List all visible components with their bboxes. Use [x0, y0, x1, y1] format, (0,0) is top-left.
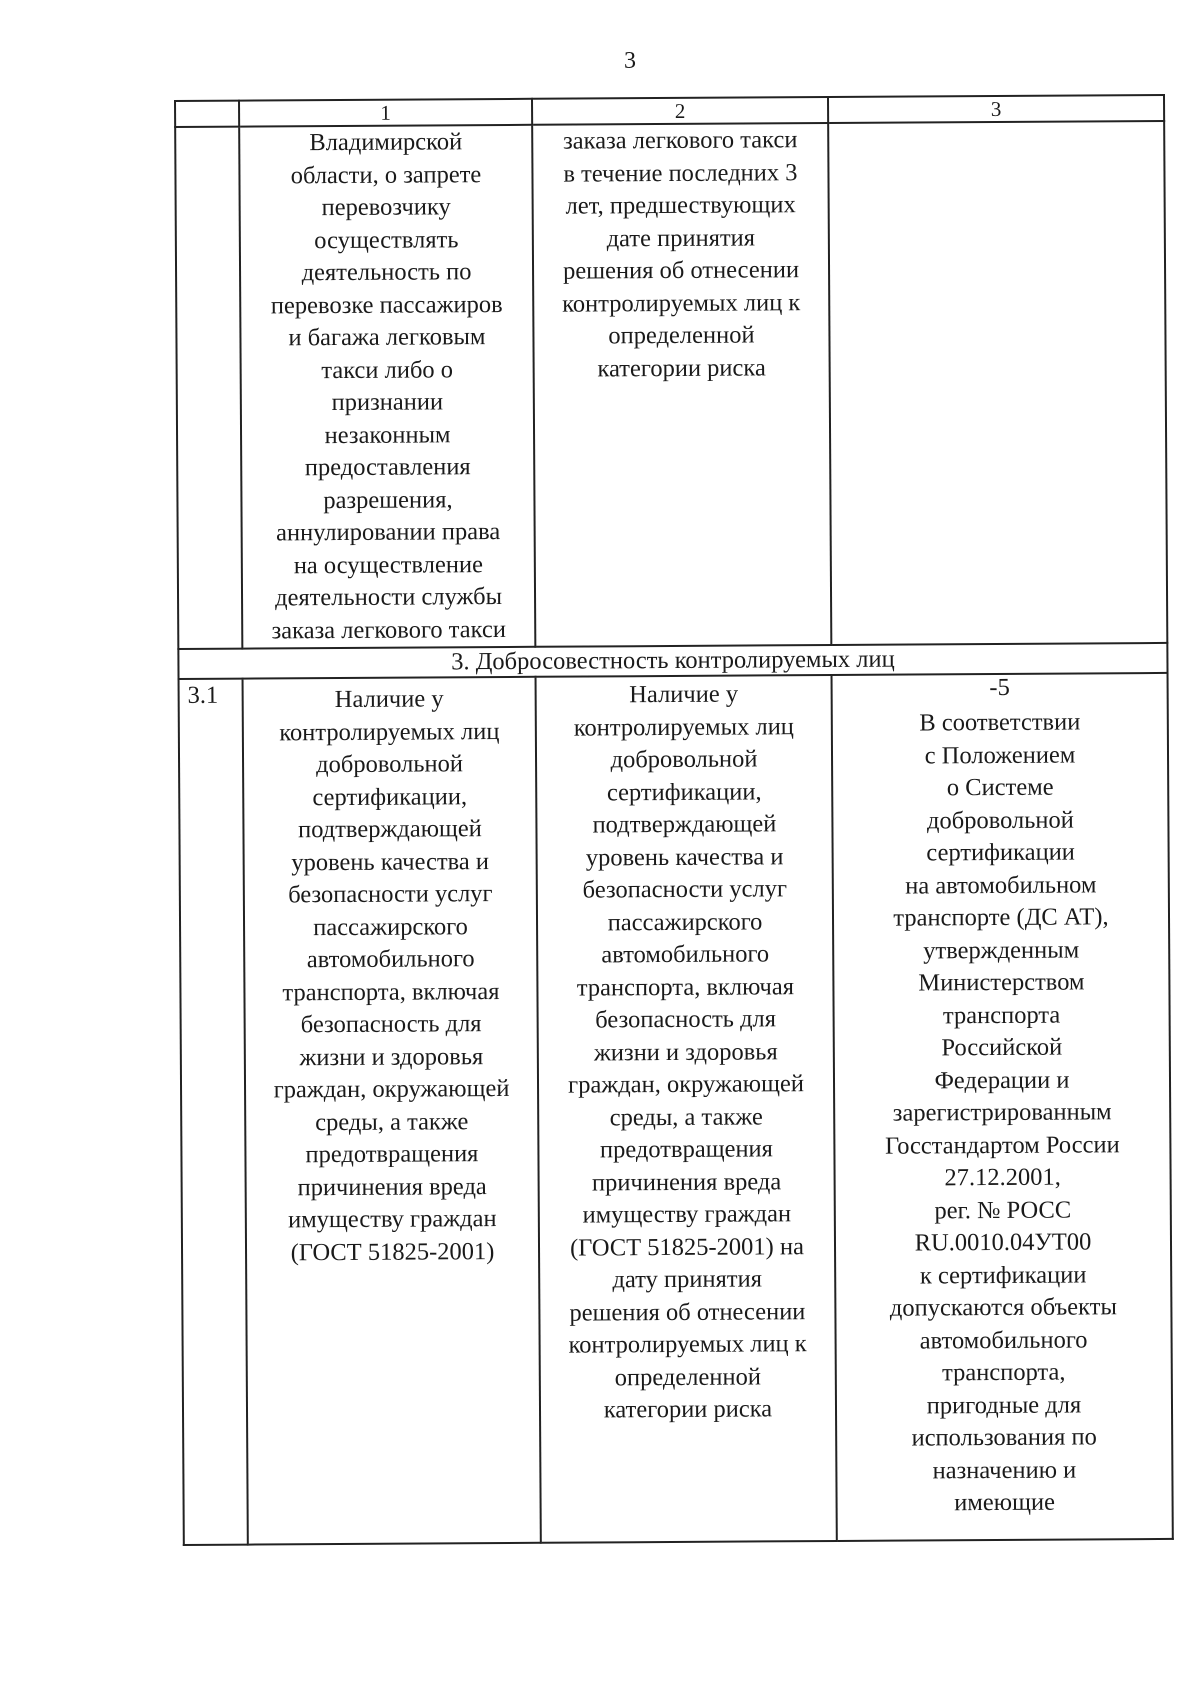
score-cell — [832, 673, 1173, 1541]
criterion-text: Владимирской области, о запрете перевозчику осуществлять деятельность по перевозке пассажиров и багажа легковым такси либо о признании незаконным предоставления разрешения, аннулировании права на осуществление деятельности службы заказа легкового такси — [270, 128, 506, 644]
risk-criteria-table — [174, 94, 1174, 1546]
score-value: -5 — [989, 673, 1010, 702]
header-cell-1: 1 — [239, 99, 532, 127]
condition-cell — [536, 675, 837, 1543]
row-number: 3.1 — [187, 681, 219, 709]
page-number: 3 — [624, 48, 636, 74]
criterion-text: Наличие у контролируемых лиц добровольной сертификации, подтверждающей уровень качества и безопасности услуг пассажирского автомобильного транспорта, включая безопасность для жизни и здоровья граждан, окружающей среды, а также предотвращения причинения вреда имуществу граждан (ГОСТ 51825-2001) — [273, 685, 510, 1266]
criterion-cell — [243, 677, 541, 1545]
score-text — [829, 122, 1163, 124]
score-cell — [828, 121, 1167, 645]
table-row — [175, 121, 1167, 649]
condition-cell — [532, 123, 831, 647]
header-cell-2: 2 — [532, 97, 828, 125]
table-row — [179, 673, 1173, 1545]
section-title: 3. Добросовестность контролируемых лиц — [178, 643, 1167, 679]
row-number-cell — [175, 127, 242, 649]
header-cell-3: 3 — [828, 95, 1164, 123]
score-justification-text: В соответствии с Положением о Системе добровольной сертификации на автомобильном транспорте (ДС АТ), утвержденным Министерством транспорта Российской Федерации и зарегистрированным Госстандартом России 27.12.2001, рег. № РОСС RU.0010.04УТ00 к сертификации допускаются объекты автомобильного транспорта, пригодные для использования по назначению и имеющие — [885, 708, 1120, 1517]
condition-text: Наличие у контролируемых лиц добровольной сертификации, подтверждающей уровень качества и безопасности услуг пассажирского автомобильного транспорта, включая безопасность для жизни и здоровья граждан, окружающей среды, а также предотвращения причинения вреда имуществу граждан (ГОСТ 51825-2001) на дату принятия решения об отнесении контролируемых лиц к определенной категории риска — [568, 680, 807, 1424]
criterion-cell — [239, 125, 535, 649]
row-number-cell — [179, 679, 248, 1545]
header-cell-number — [175, 101, 239, 127]
condition-text: заказа легкового такси в течение последних 3 лет, предшествующих дате принятия решения об отнесении контролируемых лиц к определенной категории риска — [562, 126, 801, 382]
